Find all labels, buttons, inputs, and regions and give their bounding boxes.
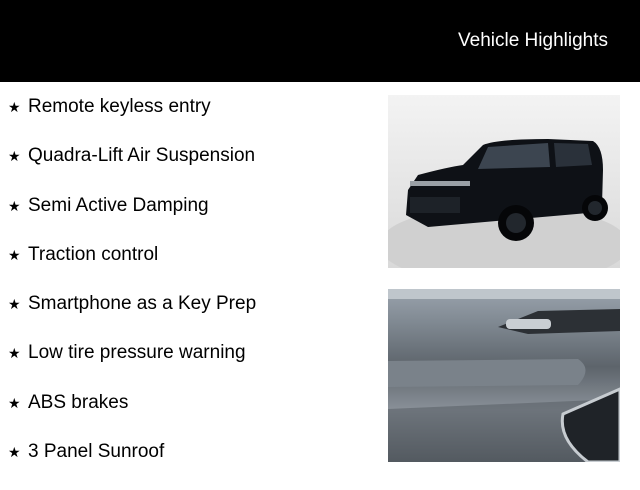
star-icon: ★ [8, 99, 21, 115]
door-panel-interior-photo [388, 289, 620, 462]
door-panel-illustration [388, 289, 620, 462]
feature-label: Low tire pressure warning [28, 342, 246, 364]
feature-label: Traction control [28, 243, 159, 265]
header-bar [0, 0, 640, 82]
star-icon: ★ [8, 246, 21, 263]
star-icon: ★ [8, 148, 21, 165]
list-item [8, 244, 256, 293]
list-item [8, 145, 256, 194]
feature-label: ABS brakes [28, 391, 129, 413]
star-icon: ★ [8, 345, 21, 362]
feature-list [8, 96, 256, 490]
star-icon: ★ [8, 394, 21, 411]
feature-label: Remote keyless entry [28, 96, 211, 117]
suv-illustration [388, 95, 620, 268]
star-icon: ★ [8, 296, 21, 313]
list-item [8, 293, 256, 342]
list-item [8, 342, 256, 391]
star-icon: ★ [8, 197, 21, 214]
vehicle-exterior-photo [388, 95, 620, 268]
star-icon: ★ [8, 444, 21, 461]
feature-label: Semi Active Damping [28, 194, 209, 216]
list-item [8, 195, 256, 244]
feature-label: 3 Panel Sunroof [28, 441, 165, 463]
list-item [8, 441, 256, 490]
page-title: Vehicle Highlights [458, 30, 608, 51]
feature-label: Smartphone as a Key Prep [28, 293, 257, 315]
list-item [8, 96, 256, 145]
feature-label: Quadra-Lift Air Suspension [28, 145, 256, 167]
list-item [8, 392, 256, 441]
